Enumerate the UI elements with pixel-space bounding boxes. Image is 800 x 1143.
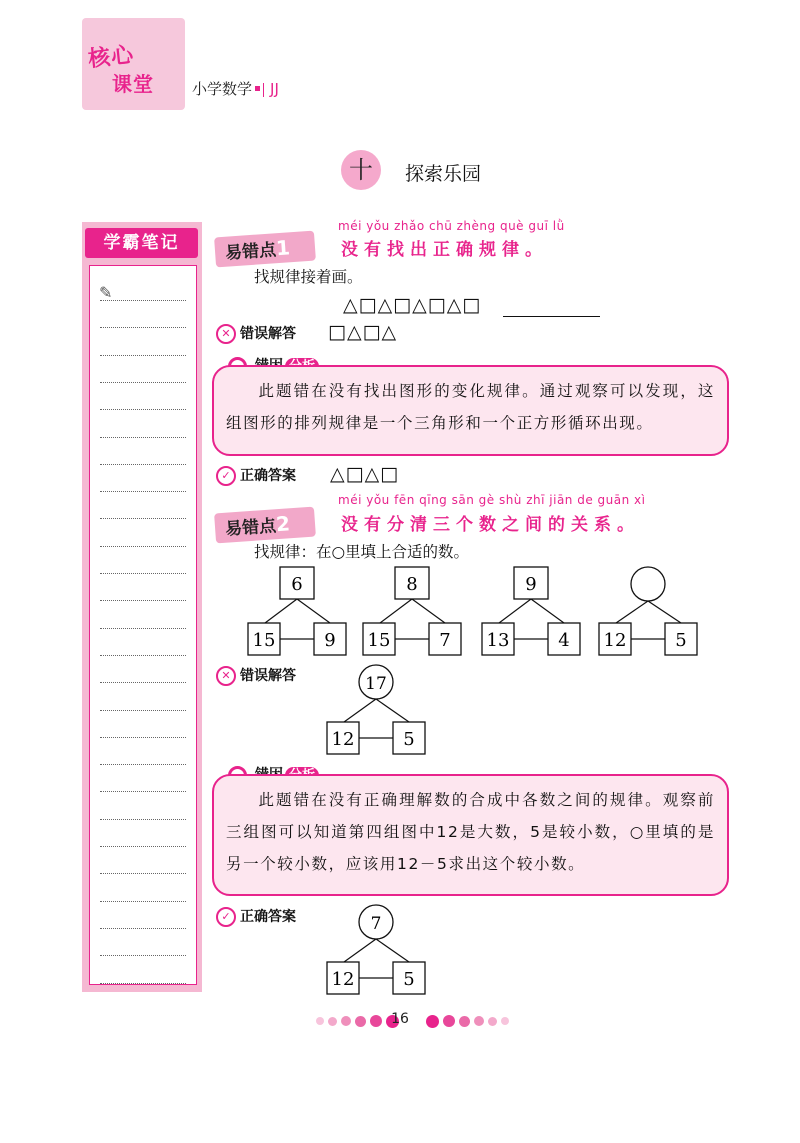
- note-line: [100, 682, 186, 683]
- diagram-right-number: 9: [324, 630, 336, 651]
- number-diagrams: [240, 565, 710, 660]
- page-dot: [370, 1015, 382, 1027]
- analysis-text-2: 此题错在没有正确理解数的合成中各数之间的规律。观察前三组图可以知道第四组图中12是大数，5是较小数，○里填的是另一个较小数，应该用12－5求出这个较小数。: [226, 791, 715, 873]
- correct-answer-1: △□△□: [330, 463, 400, 485]
- note-line: [100, 983, 186, 984]
- question-1: 找规律接着画。: [254, 268, 363, 286]
- note-line: [100, 409, 186, 410]
- page-dot: [443, 1015, 455, 1027]
- check-mark-icon: ✓: [216, 907, 236, 927]
- wrong-top-number: 17: [365, 674, 387, 694]
- wrong-answer-label-1: ✕ 错误解答: [216, 323, 296, 344]
- page-dot: [474, 1016, 484, 1026]
- diagram-right-number: 4: [558, 630, 570, 651]
- wrong-left-number: 12: [331, 729, 355, 750]
- number-diagram: [363, 567, 461, 655]
- pencil-icon: ✎: [99, 283, 113, 302]
- page-dot: [459, 1016, 470, 1027]
- note-line: [100, 573, 186, 574]
- note-line: [100, 710, 186, 711]
- number-diagram: [482, 567, 580, 655]
- separator-bar: [263, 83, 264, 97]
- correct-answer-diagram: [325, 902, 430, 997]
- page-dot: [501, 1017, 509, 1025]
- answer-blank-line: [503, 316, 600, 317]
- diagram-left-number: 15: [367, 630, 391, 651]
- wrong-answer-diagram: [325, 662, 430, 757]
- logo-text-line2: 课堂: [112, 72, 154, 96]
- note-line: [100, 355, 186, 356]
- logo-text-line1: 核心: [87, 42, 136, 73]
- wrong-mark-icon: ✕: [216, 324, 236, 344]
- subject-name: 小学数学: [192, 80, 253, 98]
- wrong-right-number: 5: [403, 729, 415, 750]
- error-heading-1: 没有找出正确规律。: [341, 240, 548, 260]
- note-line: [100, 382, 186, 383]
- correct-left-number: 12: [331, 969, 355, 990]
- page-dot: [426, 1015, 439, 1028]
- number-diagram: [248, 567, 346, 655]
- note-line: [100, 491, 186, 492]
- error-tag-1: 易错点1: [214, 231, 316, 268]
- note-line: [100, 518, 186, 519]
- pinyin-2: méi yǒu fēn qīng sān gè shù zhī jiān de guān xì: [338, 493, 646, 507]
- note-line: [100, 846, 186, 847]
- error-tag-2: 易错点2: [214, 507, 316, 544]
- correct-answer-label-2: ✓ 正确答案: [216, 906, 296, 927]
- blank-circle[interactable]: [631, 567, 665, 601]
- pinyin-1: méi yǒu zhǎo chū zhèng què guī lǜ: [338, 219, 565, 233]
- note-line: [100, 300, 186, 301]
- correct-top-number: 7: [370, 914, 382, 934]
- edition-label: JJ: [270, 80, 279, 98]
- question-2: 找规律：在○里填上合适的数。: [254, 543, 470, 561]
- error-heading-2: 没有分清三个数之间的关系。: [341, 515, 640, 535]
- page-dot: [328, 1017, 337, 1026]
- note-line: [100, 464, 186, 465]
- note-line: [100, 600, 186, 601]
- sidebar-title: 学霸笔记: [85, 228, 198, 258]
- diagram-left-number: 12: [603, 630, 627, 651]
- diagram-right-number: 7: [439, 630, 451, 651]
- note-line: [100, 437, 186, 438]
- separator-dot: [255, 86, 260, 91]
- chapter-title: 探索乐园: [405, 163, 482, 185]
- note-line: [100, 955, 186, 956]
- correct-right-number: 5: [403, 969, 415, 990]
- note-line: [100, 791, 186, 792]
- note-line: [100, 327, 186, 328]
- wrong-mark-icon: ✕: [216, 666, 236, 686]
- diagram-left-number: 13: [486, 630, 510, 651]
- notes-area: [89, 265, 197, 985]
- note-line: [100, 546, 186, 547]
- page-dot: [341, 1016, 351, 1026]
- note-line: [100, 873, 186, 874]
- check-mark-icon: ✓: [216, 466, 236, 486]
- chapter-number: 十: [341, 150, 381, 190]
- diagram-top-number: 6: [291, 574, 303, 595]
- page-dot: [488, 1017, 497, 1026]
- note-line: [100, 655, 186, 656]
- analysis-box-2: [212, 774, 729, 896]
- analysis-text-1: 此题错在没有找出图形的变化规律。通过观察可以发现，这组图形的排列规律是一个三角形和一个正方形循环出现。: [226, 382, 715, 432]
- page-dot: [316, 1017, 324, 1025]
- shape-sequence: △□△□△□△□: [343, 294, 482, 316]
- diagram-left-number: 15: [252, 630, 276, 651]
- note-line: [100, 764, 186, 765]
- diagram-top-number: 9: [525, 574, 537, 595]
- page-dot: [355, 1016, 366, 1027]
- note-line: [100, 901, 186, 902]
- diagram-top-number: 8: [406, 574, 418, 595]
- wrong-answer-label-2: ✕ 错误解答: [216, 665, 296, 686]
- subject-label: [192, 78, 279, 99]
- note-line: [100, 928, 186, 929]
- analysis-box-1: [212, 365, 729, 456]
- number-diagram: [599, 567, 697, 655]
- correct-answer-label-1: ✓ 正确答案: [216, 465, 296, 486]
- note-line: [100, 628, 186, 629]
- note-line: [100, 737, 186, 738]
- page-number: 16: [391, 1011, 409, 1027]
- wrong-answer-1: □△□△: [328, 321, 398, 343]
- diagram-right-number: 5: [675, 630, 687, 651]
- note-line: [100, 819, 186, 820]
